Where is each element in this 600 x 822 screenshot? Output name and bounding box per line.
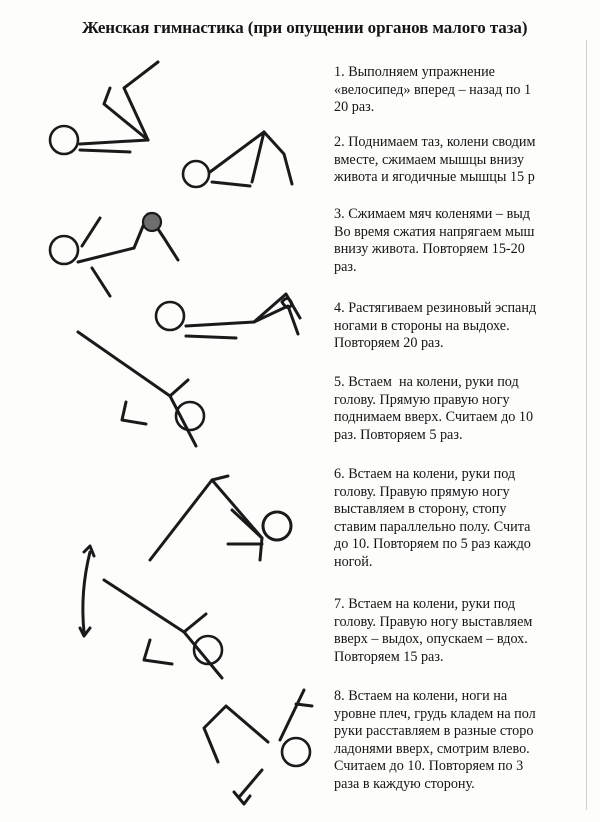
kneeling-chest-floor-figure (204, 690, 312, 804)
figure-arm-down (240, 770, 262, 796)
figure-legs (204, 706, 268, 762)
figure-torso (212, 480, 262, 560)
exercise-8-text: 8. Встаем на колени, ноги на уровне плеч, грудь кладем на пол руки расставляем в разные сторо ладонями вверх, смотрим влево. Считаем до 10. Повторяем по 3 раза в каждую сторону. (334, 688, 536, 792)
document-title: Женская гимнастика (при опущении органов малого таза) (82, 18, 528, 37)
ball-icon (143, 213, 161, 231)
kneeling-leg-side-figure (150, 476, 291, 560)
exercise-3-text: 3. Сжимаем мяч коленями – выд Во время сжатия напрягаем мыш внизу живота. Повторяем 15-20 раз. (334, 206, 535, 275)
figure-torso (186, 322, 254, 326)
figure-head (183, 161, 209, 187)
figure-head (263, 512, 291, 540)
figure-arm (186, 336, 236, 338)
figure-torso (170, 380, 188, 396)
figure-head (50, 126, 78, 154)
figure-arm-raised (82, 218, 100, 246)
pelvic-lift-figure (183, 132, 292, 187)
figure-leg-right (254, 306, 298, 334)
ball-squeeze-figure (50, 213, 178, 296)
figure-arm-up (280, 690, 304, 740)
figure-head (50, 236, 78, 264)
kneeling-leg-up-down-figure (80, 546, 222, 678)
figure-knee (122, 402, 146, 424)
exercise-2-text: 2. Поднимаем таз, колени сводим вместе, сжимаем мышцы внизу живота и ягодичные мышцы 15 р (334, 134, 536, 186)
figure-arm-lower (92, 268, 110, 296)
figure-arm (212, 182, 250, 186)
figure-leg (264, 132, 292, 184)
expander-band-icon (282, 298, 292, 307)
exercise-4-text: 4. Растягиваем резиновый эспанд ногами в стороны на выдохе. Повторяем 20 раз. (334, 300, 537, 352)
figure-arm (80, 150, 130, 152)
figure-head (156, 302, 184, 330)
movement-arrow-icon (83, 552, 90, 632)
figure-torso (80, 140, 148, 144)
bicycle-exercise-figure (50, 62, 158, 154)
figure-raised-leg (78, 332, 170, 396)
exercise-6-text: 6. Встаем на колени, руки под голову. Правую прямую ногу выставляем в сторону, стопу ставим параллельно полу. Счита до 10. Повторяем по 5 раз каждо ногой. (334, 466, 531, 570)
figure-leg-right (124, 62, 158, 140)
figure-arm (232, 510, 262, 538)
figure-raised-leg (104, 580, 184, 632)
exercise-1-text: 1. Выполняем упражнение «велосипед» вперед – назад по 1 20 раз. (334, 64, 532, 116)
figure-torso (78, 248, 134, 262)
exercise-5-text: 5. Встаем на колени, руки под голову. Прямую правую ногу поднимаем вверх. Считаем до 10 раз. Повторяем 5 раз. (334, 374, 534, 443)
expander-stretch-figure (156, 294, 300, 338)
figure-hand-up (296, 704, 312, 706)
figure-leg-extended (150, 476, 228, 560)
figure-knee (144, 640, 172, 664)
figure-torso (184, 614, 206, 632)
exercise-7-text: 7. Встаем на колени, руки под голову. Правую ногу выставляем вверх – выдох, опускаем – вдох. Повторяем 15 раз. (334, 596, 533, 665)
kneeling-leg-raise-figure (78, 332, 204, 446)
figure-head (282, 738, 310, 766)
